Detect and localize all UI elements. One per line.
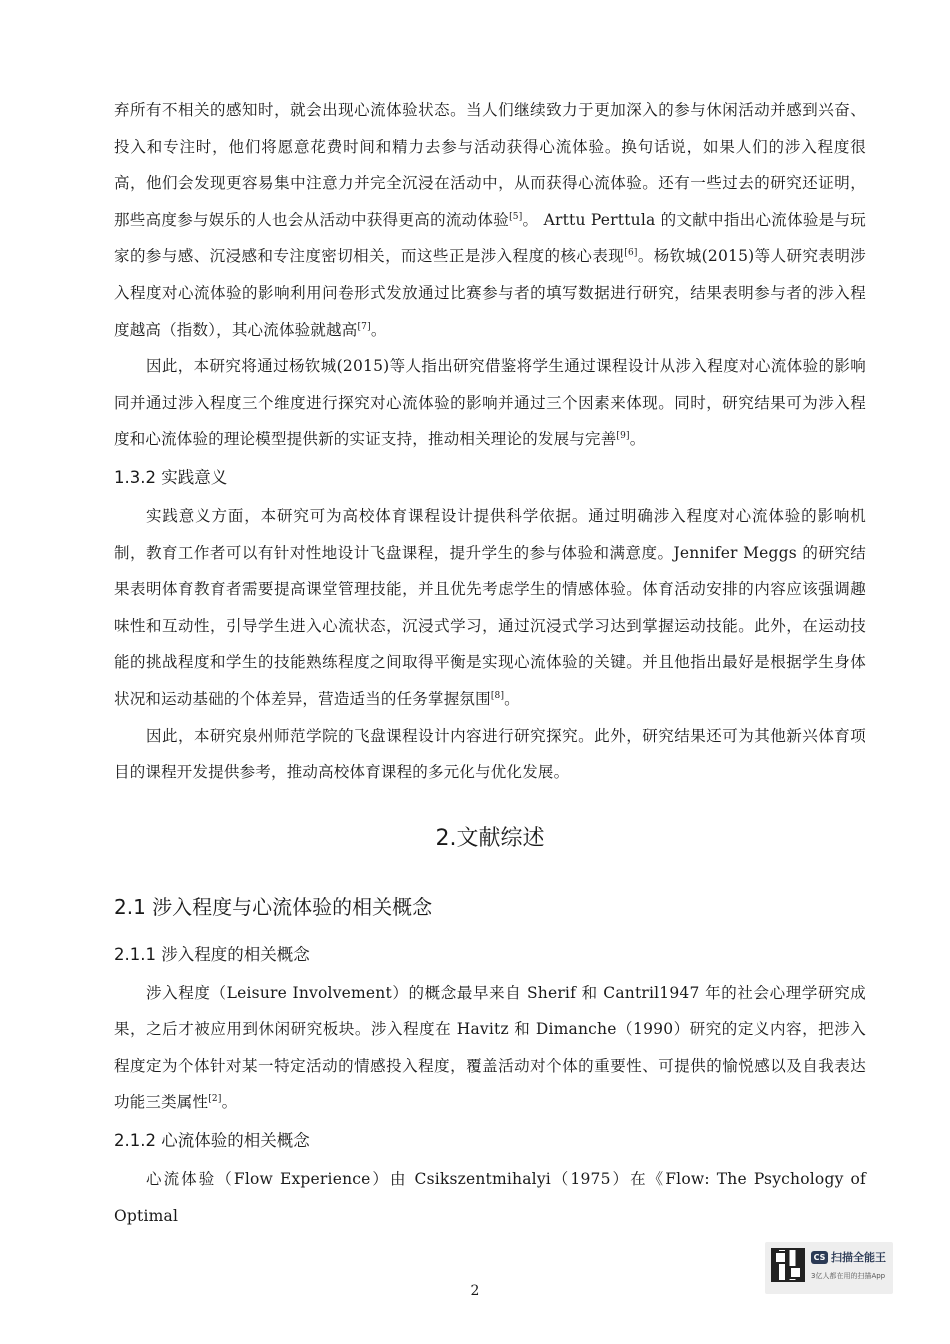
section-heading-2-1-2: 2.1.2 心流体验的相关概念 bbox=[114, 1131, 310, 1151]
text-run: 因此，本研究将通过杨钦城(2015)等人指出研究借鉴将学生通过课程设计从涉入程度对心流体验的影响同并通过涉入程度三个维度进行探究对心流体验的影响并通过三个因素来体现。同时，研究结果可为涉入程度和心流体验的理论模型提供新的实证支持，推动相关理论的发展与完善 bbox=[114, 357, 866, 449]
citation-ref: [8] bbox=[490, 690, 505, 701]
paragraph-practice bbox=[114, 498, 866, 718]
watermark-tagline: 3亿人都在用的扫描App bbox=[811, 1272, 886, 1280]
paragraph-involvement bbox=[114, 975, 866, 1121]
citation-ref: [2] bbox=[208, 1094, 222, 1105]
text-run: 涉入程度（Leisure Involvement）的概念最早来自 Sherif 和 Cantril1947 年的社会心理学研究成果，之后才被应用到休闲研究板块。涉入程度在 Havitz 和 Dimanche（1990）研究的定义内容，把涉入程度定为个体针对某一特定活动的情感投入程度，覆盖活动对个体的重要性、可提供的愉悦感以及自我表达功能三类属性 bbox=[114, 983, 866, 1112]
paragraph-flow-definition: 心流体验（Flow Experience）由 Csikszentmihalyi（1975）在《Flow: The Psychology of Optimal bbox=[114, 1170, 866, 1225]
text-run: 。 bbox=[370, 320, 387, 339]
section-heading-1-3-2: 1.3.2 实践意义 bbox=[114, 467, 228, 487]
page-content bbox=[114, 92, 866, 1234]
citation-ref: [7] bbox=[357, 321, 371, 332]
watermark-brand: 扫描全能王 bbox=[831, 1251, 886, 1264]
text-run: 实践意义方面，本研究可为高校体育课程设计提供科学依据。通过明确涉入程度对心流体验的影响机制，教育工作者可以有针对性地设计飞盘课程，提升学生的参与体验和满意度。Jennifer Meggs 的研究结果表明体育教育者需要提高课堂管理技能，并且优先考虑学生的情感体验。体育活动安排的内容应该强调趣味性和互动性，引导学生进入心流状态，沉浸式学习，通过沉浸式学习达到掌握运动技能。此外，在运动技能的挑战程度和学生的技能熟练程度之间取得平衡是实现心流体验的关键。并且他指出最好是根据学生身体状况和运动基础的个体差异，营造适当的任务掌握氛围 bbox=[114, 506, 866, 708]
chapter-title: 2.文献综述 bbox=[435, 825, 545, 851]
citation-ref: [5] bbox=[509, 211, 523, 222]
text-run: 。 bbox=[504, 689, 520, 708]
section-heading-2-1: 2.1 涉入程度与心流体验的相关概念 bbox=[114, 894, 433, 919]
paragraph-summary: 因此，本研究泉州师范学院的飞盘课程设计内容进行研究探究。此外，研究结果还可为其他新兴体育项目的课程开发提供参考，推动高校体育课程的多元化与优化发展。 bbox=[114, 726, 866, 782]
section-heading-2-1-1: 2.1.1 涉入程度的相关概念 bbox=[114, 944, 310, 964]
text-run: 弃所有不相关的感知时，就会出现心流体验状态。当人们继续致力于更加深入的参与休闲活动并感到兴奋、投入和专注时，他们将愿意花费时间和精力去参与活动获得心流体验。换句话说，如果人们的涉入程度很高，他们会发现更容易集中注意力并完全沉浸在活动中，从而获得心流体验。还有一些过去的研究还证明，那些高度参与娱乐的人也会从活动中获得更高的流动体验 bbox=[114, 101, 866, 229]
text-run: 。杨钦城(2015)等人研究表明涉入程度对心流体验的影响利用问卷形式发放通过比赛参与者的填写数据进行研究，结果表明参与者的涉入程度越高（指数），其心流体验就越高 bbox=[114, 247, 866, 339]
qr-code-icon bbox=[771, 1248, 805, 1282]
citation-ref: [6] bbox=[624, 248, 638, 259]
text-run: 。 bbox=[629, 430, 646, 449]
text-run: 。 bbox=[221, 1093, 238, 1112]
camscanner-logo: CS bbox=[811, 1251, 828, 1264]
paragraph-flow-context bbox=[114, 92, 866, 348]
paragraph-theory bbox=[114, 348, 866, 458]
text-run: 。 Arttu Perttula 的文献中指出心流体验是与玩家的参与感、沉浸感和专注度密切相关，而这些正是涉入程度的核心表现 bbox=[114, 210, 866, 266]
citation-ref: [9] bbox=[616, 431, 630, 442]
page-number: 2 bbox=[470, 1283, 480, 1299]
